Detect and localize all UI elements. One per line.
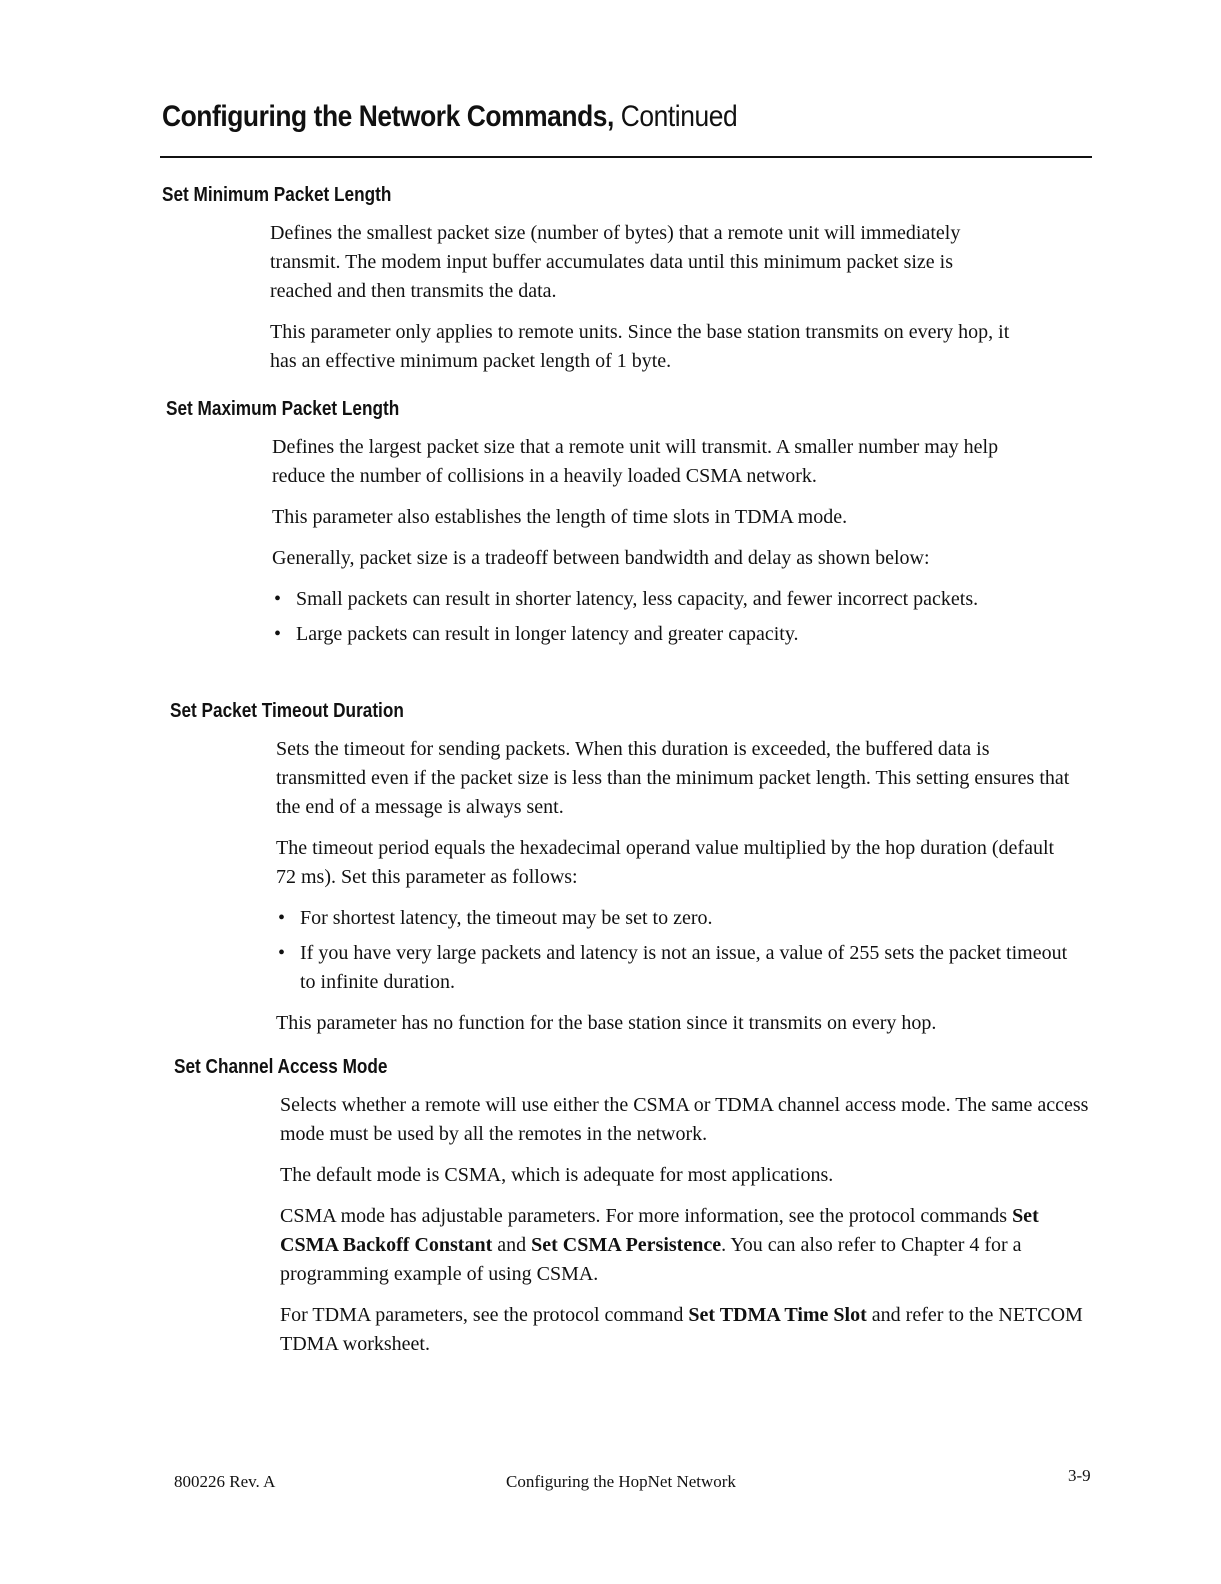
paragraph: Selects whether a remote will use either the CSMA or TDMA channel access mode. The same access mode must be used by all the remotes in the network.	[280, 1094, 1089, 1145]
page-title-main: Configuring the Network Commands,	[162, 100, 614, 133]
page-title	[162, 100, 737, 134]
paragraph: The timeout period equals the hexadecimal operand value multiplied by the hop duration (default 72 ms). Set this parameter as follows:	[276, 837, 1055, 888]
paragraph-tdma	[280, 1301, 1090, 1359]
paragraph: Generally, packet size is a tradeoff between bandwidth and delay as shown below:	[272, 547, 930, 569]
bullet-list	[272, 585, 1052, 649]
footer-doc-rev: 800226 Rev. A	[174, 1472, 276, 1491]
paragraph-csma	[280, 1202, 1090, 1289]
section-packet-timeout	[0, 700, 1221, 1050]
command-name: Set TDMA Time Slot	[688, 1304, 867, 1326]
list-item: • Large packets can result in longer latency and greater capacity.	[272, 620, 1052, 649]
command-name: Set CSMA Persistence	[531, 1234, 722, 1256]
bullet-list	[276, 904, 1076, 997]
paragraph: This parameter only applies to remote units. Since the base station transmits on every hop, it has an effective minimum packet length of 1 byte.	[270, 321, 1010, 372]
list-item: • If you have very large packets and latency is not an issue, a value of 255 sets the packet timeout to infinite duration.	[276, 939, 1076, 997]
section-heading: Set Packet Timeout Duration	[170, 700, 404, 722]
paragraph: Sets the timeout for sending packets. When this duration is exceeded, the buffered data is transmitted even if the packet size is less than the minimum packet length. This setting ensures that the end of a message is always sent.	[276, 738, 1070, 818]
footer-chapter: Configuring the HopNet Network	[506, 1472, 736, 1491]
text: . You can also refer to Chapter 4 for a programming example of using CSMA.	[280, 1234, 1022, 1285]
section-min-packet-length	[0, 184, 1221, 388]
section-heading: Set Minimum Packet Length	[162, 184, 392, 206]
section-body	[280, 1091, 1090, 1359]
section-channel-access-mode	[0, 1056, 1221, 1371]
paragraph: The default mode is CSMA, which is adequate for most applications.	[280, 1164, 834, 1186]
paragraph: This parameter has no function for the base station since it transmits on every hop.	[276, 1012, 937, 1034]
section-max-packet-length	[0, 398, 1221, 661]
text: CSMA mode has adjustable parameters. For more information, see the protocol commands	[280, 1205, 1008, 1227]
section-body	[270, 219, 1010, 376]
list-item: • Small packets can result in shorter latency, less capacity, and fewer incorrect packets.	[272, 585, 1052, 614]
command-name: Set CSMA Backoff Constant	[280, 1205, 1039, 1256]
section-heading: Set Maximum Packet Length	[166, 398, 400, 420]
paragraph: This parameter also establishes the length of time slots in TDMA mode.	[272, 506, 848, 528]
text: and refer to the NETCOM TDMA worksheet.	[280, 1304, 1083, 1355]
section-body	[276, 735, 1076, 1038]
page-title-continued: Continued	[620, 100, 738, 133]
footer-page-number: 3-9	[1068, 1466, 1091, 1485]
text: For TDMA parameters, see the protocol command	[280, 1304, 684, 1326]
title-rule	[160, 156, 1092, 158]
paragraph: Defines the largest packet size that a remote unit will transmit. A smaller number may help reduce the number of collisions in a heavily loaded CSMA network.	[272, 436, 999, 487]
text: and	[497, 1234, 527, 1256]
section-heading: Set Channel Access Mode	[174, 1056, 388, 1078]
section-body	[272, 433, 1052, 649]
list-item: • For shortest latency, the timeout may be set to zero.	[276, 904, 1076, 933]
paragraph: Defines the smallest packet size (number of bytes) that a remote unit will immediately transmit. The modem input buffer accumulates data until this minimum packet size is reached and then transmits the data.	[270, 222, 961, 302]
